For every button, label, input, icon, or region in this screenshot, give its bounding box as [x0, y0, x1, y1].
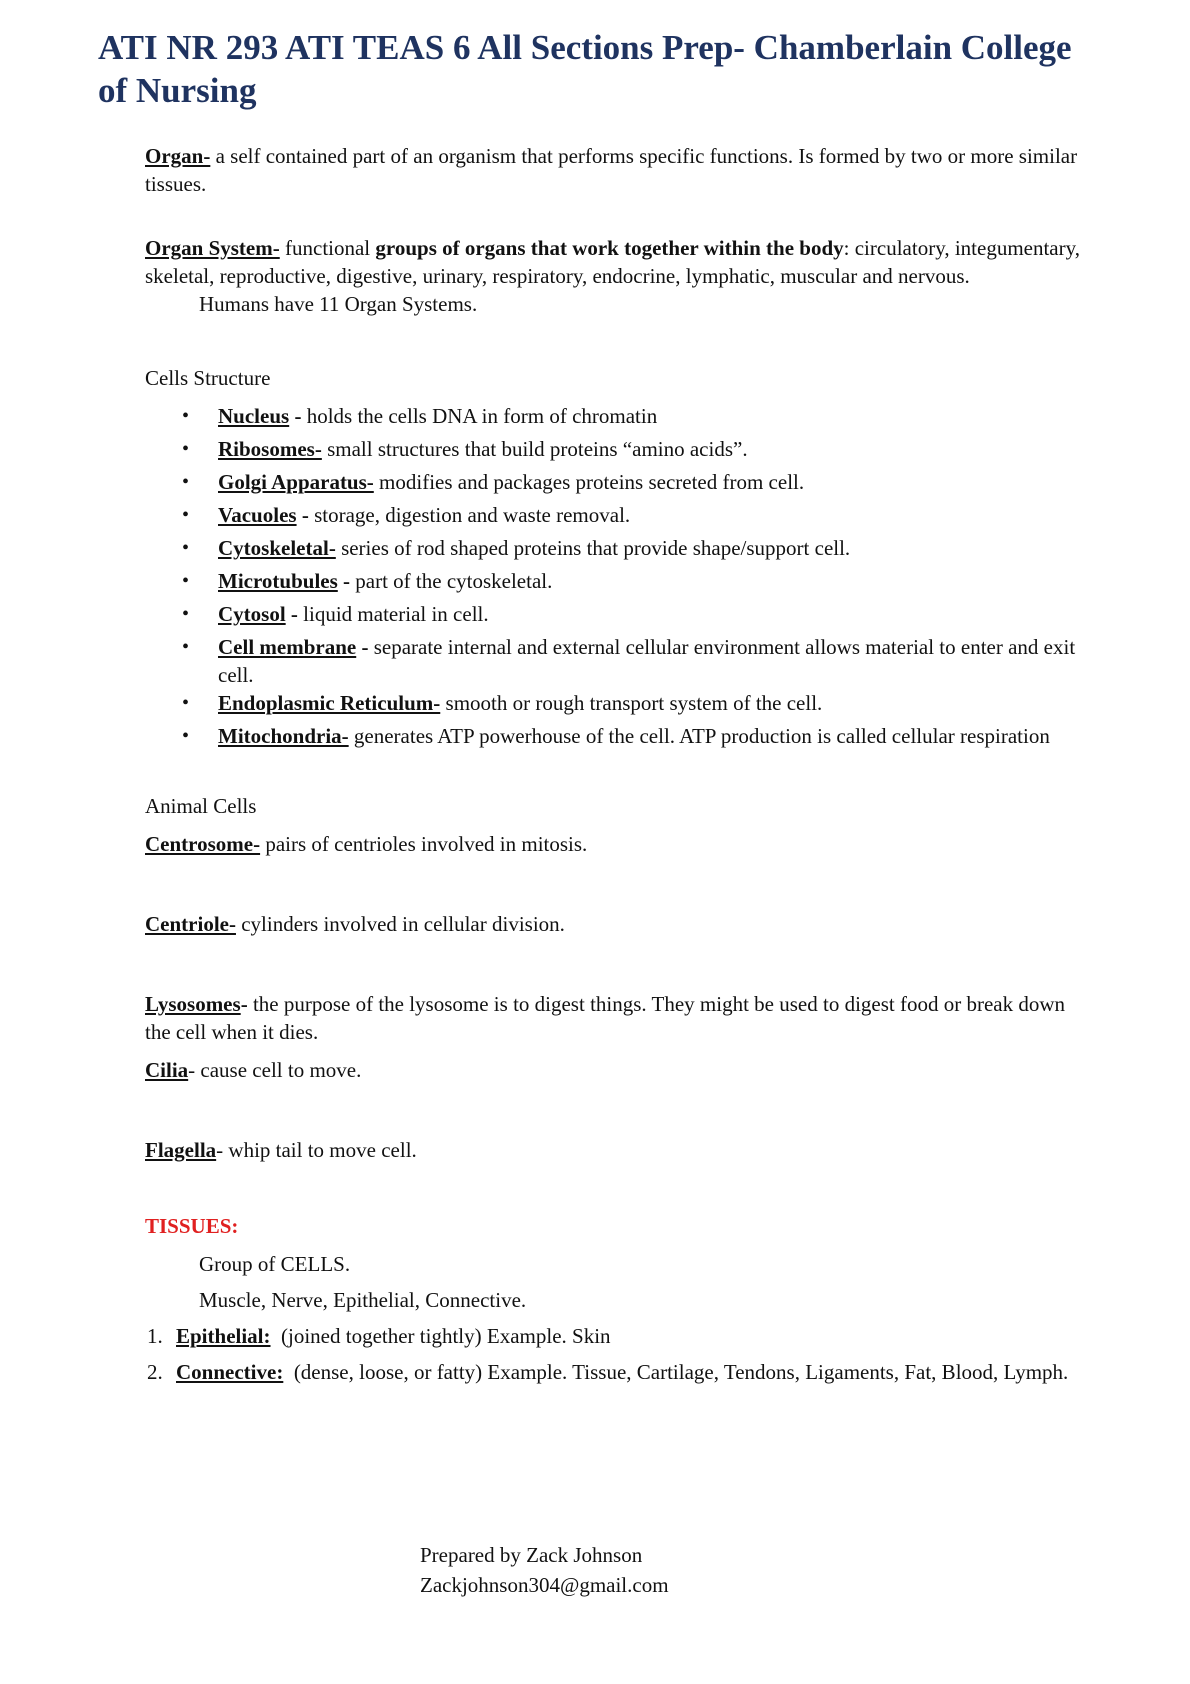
footer [420, 1540, 669, 1600]
bullet-icon: • [182, 471, 190, 493]
item-term: Nucleus [218, 404, 290, 428]
bullet-icon: • [182, 725, 190, 747]
item-term: Golgi Apparatus- [218, 470, 374, 494]
bullet-icon: • [182, 692, 190, 714]
list-item [145, 501, 1085, 529]
item-number: 2. [147, 1360, 163, 1384]
centriole-text: cylinders involved in cellular division. [235, 912, 565, 936]
cells-structure-heading: Cells Structure [145, 366, 271, 390]
centrosome-term: Centrosome- [145, 832, 261, 856]
centrosome-text: pairs of centrioles involved in mitosis. [260, 832, 588, 856]
item-term: Cytoskeletal- [218, 536, 336, 560]
list-item [145, 435, 1085, 463]
item-text: storage, digestion and waste removal. [314, 503, 631, 527]
item-text: (dense, loose, or fatty) Example. Tissue, Cartilage, Tendons, Ligaments, Fat, Blood, Lymph. [283, 1360, 1069, 1384]
organ-system-definition [145, 234, 1085, 290]
tissues-numbered-list [145, 1322, 1085, 1386]
organ-system-note-text: Humans have 11 Organ Systems. [199, 292, 478, 316]
tissues-note-text: Muscle, Nerve, Epithelial, Connective. [199, 1288, 527, 1312]
cilia-definition [145, 1056, 1085, 1084]
lysosomes-term: Lysosomes [145, 992, 241, 1016]
bullet-icon: • [182, 537, 190, 559]
item-term: Cell membrane [218, 635, 357, 659]
tissues-note-text: Group of CELLS. [199, 1252, 351, 1276]
centriole-term: Centriole- [145, 912, 236, 936]
flagella-term: Flagella [145, 1138, 217, 1162]
document-body [145, 142, 1085, 1386]
bullet-icon: • [182, 636, 190, 658]
lysosomes-definition [145, 990, 1085, 1046]
item-text: small structures that build proteins “amino acids”. [327, 437, 748, 461]
cilia-term: Cilia [145, 1058, 189, 1082]
organ-system-note [145, 290, 1085, 318]
organ-system-pre: functional [279, 236, 376, 260]
lysosomes-text: the purpose of the lysosome is to digest things. They might be used to digest food or break down the cell when it dies. [145, 992, 1066, 1044]
organ-system-term: Organ System- [145, 236, 280, 260]
item-text: series of rod shaped proteins that provide shape/support cell. [341, 536, 851, 560]
item-term: Connective: [176, 1360, 284, 1384]
list-item [145, 689, 1085, 717]
centrosome-definition [145, 830, 1085, 858]
item-term: Mitochondria- [218, 724, 349, 748]
organ-system-post: : circulatory, integumentary, skeletal, reproductive, digestive, urinary, respiratory, endocrine, lymphatic, muscular and nervous. [145, 236, 1081, 288]
centriole-definition [145, 910, 1085, 938]
item-text: (joined together tightly) Example. Skin [270, 1324, 611, 1348]
item-text: smooth or rough transport system of the cell. [445, 691, 823, 715]
item-sep: - [289, 404, 307, 428]
list-item [145, 633, 1085, 689]
item-sep: - [337, 569, 356, 593]
list-item [145, 534, 1085, 562]
list-item [145, 1322, 1085, 1350]
cilia-text: - cause cell to move. [188, 1058, 362, 1082]
list-item [145, 1358, 1085, 1386]
item-text: modifies and packages proteins secreted from cell. [379, 470, 805, 494]
bullet-icon: • [182, 405, 190, 427]
tissues-note [145, 1286, 1085, 1314]
list-item [145, 402, 1085, 430]
organ-definition [145, 142, 1085, 198]
item-sep: - [296, 503, 315, 527]
page-title: ATI NR 293 ATI TEAS 6 All Sections Prep- Chamberlain College of Nursing [98, 28, 1072, 110]
item-term: Epithelial: [176, 1324, 271, 1348]
bullet-icon: • [182, 504, 190, 526]
item-term: Microtubules [218, 569, 338, 593]
organ-system-bold: groups of organs that work together within the body [375, 236, 844, 260]
organ-term: Organ- [145, 144, 211, 168]
footer-author: Prepared by Zack Johnson [420, 1543, 643, 1567]
item-text: holds the cells DNA in form of chromatin [306, 404, 658, 428]
item-term: Ribosomes- [218, 437, 322, 461]
flagella-definition [145, 1136, 1085, 1164]
bullet-icon: • [182, 570, 190, 592]
item-sep: - [285, 602, 304, 626]
item-term: Cytosol [218, 602, 286, 626]
animal-cells-heading: Animal Cells [145, 794, 257, 818]
item-number: 1. [147, 1324, 163, 1348]
flagella-text: - whip tail to move cell. [216, 1138, 417, 1162]
list-item [145, 468, 1085, 496]
list-item [145, 567, 1085, 595]
lysosomes-dash: - [240, 992, 248, 1016]
item-text: part of the cytoskeletal. [355, 569, 553, 593]
bullet-icon: • [182, 438, 190, 460]
list-item [145, 722, 1085, 750]
item-text: generates ATP powerhouse of the cell. ATP production is called cellular respiration [353, 724, 1050, 748]
item-term: Vacuoles [218, 503, 297, 527]
tissues-heading: TISSUES: [145, 1214, 239, 1238]
cells-structure-list [145, 402, 1085, 750]
bullet-icon: • [182, 603, 190, 625]
item-sep: - [356, 635, 374, 659]
list-item [145, 600, 1085, 628]
item-text: separate internal and external cellular environment allows material to enter and exit cell. [218, 635, 1076, 687]
organ-text: a self contained part of an organism that performs specific functions. Is formed by two or more similar tissues. [145, 144, 1078, 196]
footer-email: Zackjohnson304@gmail.com [420, 1573, 669, 1597]
item-term: Endoplasmic Reticulum- [218, 691, 441, 715]
tissues-note [145, 1250, 1085, 1278]
item-text: liquid material in cell. [303, 602, 489, 626]
